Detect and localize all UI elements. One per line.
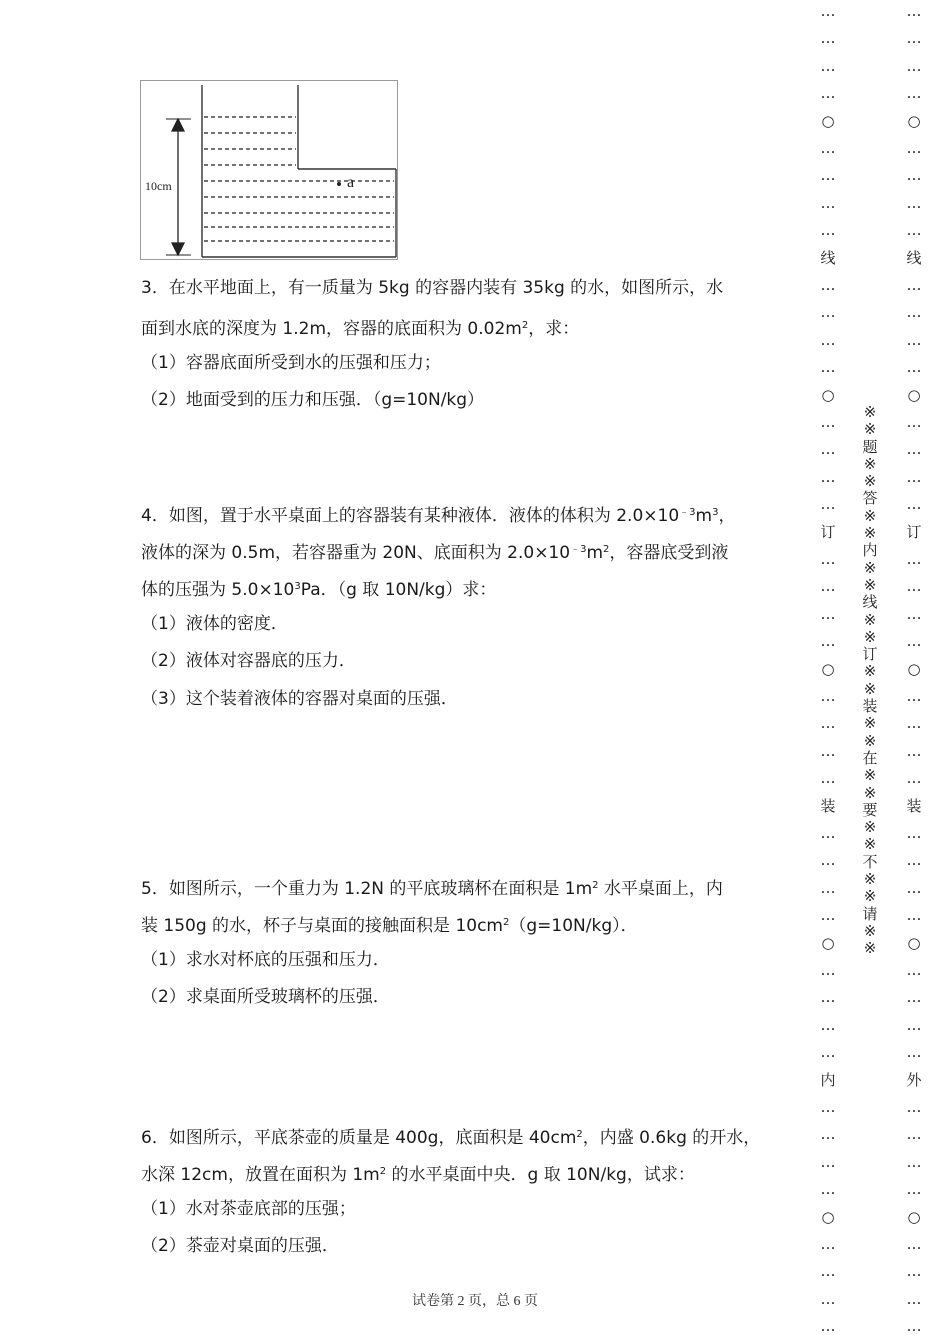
margin-dots: … (906, 1015, 922, 1034)
margin-dots: … (906, 687, 922, 705)
margin-dots: … (906, 358, 922, 377)
margin-dots: … (906, 84, 922, 103)
q5-sub2: （2）求桌面所受玻璃杯的压强． (141, 987, 390, 1007)
point-a-label: a (347, 174, 355, 191)
margin-dots: … (820, 139, 836, 157)
margin-dots: … (820, 495, 836, 514)
margin-dots: … (820, 221, 836, 240)
margin-dots: … (906, 1125, 922, 1144)
margin-circle: ○ (821, 1207, 835, 1226)
margin-dots: … (906, 495, 922, 514)
margin-circle: ○ (821, 385, 835, 404)
margin-dots: … (820, 961, 836, 979)
margin-dots: … (906, 221, 922, 240)
q3-sub1: （1）容器底面所受到水的压强和压力； (141, 353, 441, 373)
margin-circle: ○ (821, 111, 835, 130)
margin-label: 内 (820, 1070, 836, 1089)
margin-dots: … (906, 1262, 922, 1281)
q5-line1: 5．如图所示，一个重力为 1.2N 的平底玻璃杯在面积是 $1m^2$ 水平桌面上，内 (141, 879, 723, 899)
container-figure (140, 80, 398, 260)
margin-circle: ○ (907, 1207, 921, 1226)
margin-label: 装 (906, 796, 922, 815)
margin-circle: ○ (907, 933, 921, 952)
q6-line2: 水深 12cm，放置在面积为 $1m^2$ 的水平桌面中央．g 取 10N/kg，试求： (141, 1165, 695, 1185)
margin-dots: … (820, 166, 836, 185)
margin-dots: … (906, 1043, 922, 1062)
q4-line2: 液体的深为 0.5m，若容器重为 20N、底面积为 $2.0\times 10^{﹣3}m^2$，容器底受到液 (141, 543, 729, 563)
margin-dots: … (820, 1125, 836, 1144)
margin-dots: … (820, 632, 836, 651)
margin-dots: … (906, 1289, 922, 1308)
margin-dots: … (906, 29, 922, 48)
margin-dots: … (906, 303, 922, 322)
margin-dots: … (906, 961, 922, 979)
q3-line2: 面到水底的深度为 1.2m，容器的底面积为 $0.02m^2$，求： (141, 319, 580, 339)
margin-dots: … (820, 824, 836, 842)
depth-label: 10cm (145, 179, 172, 193)
margin-circle: ○ (821, 933, 835, 952)
q3-sub2: （2）地面受到的压力和压强．（g=10N/kg） (141, 390, 485, 410)
page-footer: 试卷第 2 页，总 6 页 (412, 1294, 538, 1309)
margin-dots: … (820, 687, 836, 705)
q6-sub2: （2）茶壶对桌面的压强． (141, 1236, 339, 1256)
q4-line3: 体的压强为 $5.0\times 10^3Pa$．（g 取 10N/kg）求： (141, 580, 497, 600)
margin-dots: … (906, 193, 922, 212)
margin-dots: … (906, 2, 922, 20)
margin-dots: … (820, 2, 836, 20)
margin-dots: … (820, 467, 836, 486)
margin-dots: … (906, 632, 922, 651)
margin-dots: … (820, 906, 836, 925)
q4-sub2: （2）液体对容器底的压力． (141, 651, 356, 671)
margin-dots: … (820, 1235, 836, 1253)
margin-dots: … (820, 303, 836, 322)
margin-dots: … (906, 1317, 922, 1336)
q4-sub1: （1）液体的密度． (141, 614, 288, 634)
margin-dots: … (820, 1180, 836, 1199)
margin-label: 线 (906, 248, 922, 267)
container-diagram (141, 81, 399, 261)
margin-dots: … (906, 413, 922, 431)
margin-dots: … (906, 604, 922, 623)
margin-dots: … (820, 1098, 836, 1116)
margin-dots: … (906, 166, 922, 185)
margin-dots: … (906, 276, 922, 294)
margin-dots: … (820, 1289, 836, 1308)
margin-dots: … (820, 413, 836, 431)
margin-dots: … (906, 824, 922, 842)
margin-dots: … (906, 769, 922, 788)
q5-line2: 装 150g 的水，杯子与桌面的接触面积是 $10cm^2(g=10N/kg)$． (141, 916, 638, 936)
margin-dots: … (820, 1152, 836, 1171)
margin-dots: … (906, 550, 922, 568)
margin-dots: … (906, 714, 922, 733)
margin-label: 线 (820, 248, 836, 267)
binding-notice: ※※题※※答※※内※※线※※订※※装※※在※※要※※不※※请※※ (862, 403, 878, 958)
margin-dots: … (820, 550, 836, 568)
margin-dots: … (906, 741, 922, 760)
margin-dots: … (820, 193, 836, 212)
margin-dots: … (820, 56, 836, 75)
margin-dots: … (820, 1262, 836, 1281)
margin-dots: … (820, 851, 836, 870)
margin-dots: … (906, 467, 922, 486)
q4-line1: 4．如图，置于水平桌面上的容器装有某种液体．液体的体积为 $2.0\times 10^{﹣3}m^3$， (141, 506, 736, 526)
margin-dots: … (906, 1152, 922, 1171)
margin-dots: … (906, 1235, 922, 1253)
margin-dots: … (820, 714, 836, 733)
binding-margin-outer (901, 0, 927, 1344)
q5-sub1: （1）求水对杯底的压强和压力． (141, 950, 390, 970)
margin-dots: … (906, 1098, 922, 1116)
margin-dots: … (820, 1317, 836, 1336)
margin-dots: … (820, 29, 836, 48)
margin-dots: … (820, 1015, 836, 1034)
margin-circle: ○ (821, 659, 835, 678)
margin-dots: … (906, 878, 922, 897)
margin-dots: … (820, 741, 836, 760)
margin-dots: … (906, 988, 922, 1007)
margin-dots: … (820, 1043, 836, 1062)
margin-dots: … (820, 604, 836, 623)
margin-dots: … (820, 84, 836, 103)
q6-sub1: （1）水对茶壶底部的压强； (141, 1199, 356, 1219)
q4-sub3: （3）这个装着液体的容器对桌面的压强． (141, 689, 458, 709)
margin-dots: … (906, 330, 922, 349)
margin-dots: … (820, 988, 836, 1007)
margin-circle: ○ (907, 111, 921, 130)
margin-dots: … (820, 358, 836, 377)
q6-line1: 6．如图所示，平底茶壶的质量是 400g，底面积是 $40cm^2$，内盛 0.6kg 的开水， (141, 1128, 761, 1148)
margin-dots: … (906, 56, 922, 75)
margin-dots: … (820, 769, 836, 788)
margin-circle: ○ (907, 385, 921, 404)
margin-dots: … (906, 577, 922, 596)
margin-dots: … (820, 878, 836, 897)
margin-label: 装 (820, 796, 836, 815)
margin-dots: … (906, 139, 922, 157)
margin-dots: … (820, 577, 836, 596)
margin-dots: … (820, 330, 836, 349)
margin-dots: … (906, 851, 922, 870)
margin-dots: … (820, 276, 836, 294)
binding-margin-inner (815, 0, 841, 1344)
q3-line1: 3．在水平地面上，有一质量为 5kg 的容器内装有 35kg 的水，如图所示，水 (141, 278, 724, 298)
margin-dots: … (906, 440, 922, 459)
margin-circle: ○ (907, 659, 921, 678)
margin-label: 订 (906, 522, 922, 541)
margin-dots: … (906, 906, 922, 925)
margin-label: 外 (906, 1070, 922, 1089)
margin-dots: … (820, 440, 836, 459)
margin-dots: … (906, 1180, 922, 1199)
margin-label: 订 (820, 522, 836, 541)
